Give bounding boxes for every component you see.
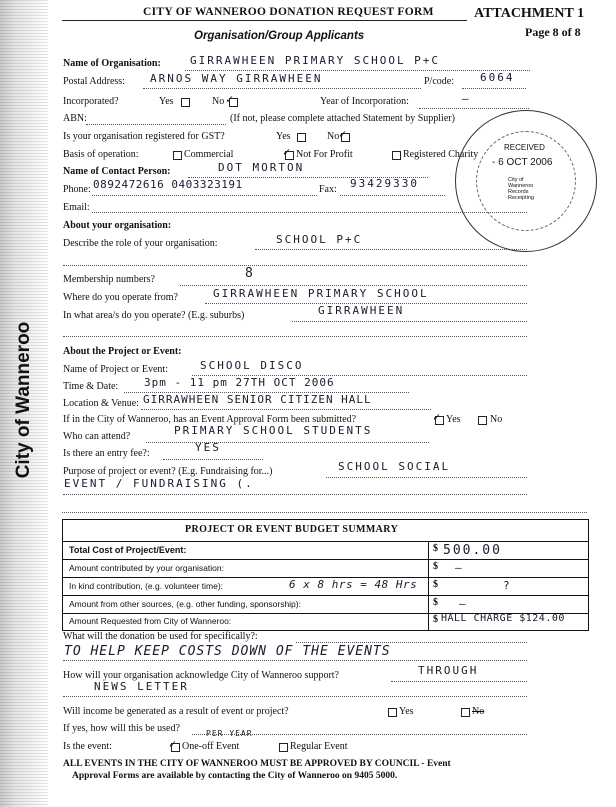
budget-contributed-currency: $: [433, 561, 438, 572]
basis-charity-checkbox[interactable]: [392, 151, 401, 160]
event-name-value[interactable]: SCHOOL DISCO: [200, 359, 304, 372]
budget-inkind-currency: $: [433, 579, 438, 590]
contact-label: Name of Contact Person:: [63, 166, 171, 177]
purpose-value-line2[interactable]: EVENT / FUNDRAISING (.: [64, 477, 254, 490]
address-value[interactable]: ARNOS WAY GIRRAWHEEN: [150, 72, 323, 85]
purpose-value-line1[interactable]: SCHOOL SOCIAL: [338, 460, 451, 473]
role-label: Describe the role of your organisation:: [63, 238, 218, 249]
donation-use-value[interactable]: TO HELP KEEP COSTS DOWN OF THE EVENTS: [64, 644, 391, 659]
role-line-2: [63, 265, 527, 266]
area-line-2: [63, 336, 527, 337]
income-no-label: No: [472, 706, 485, 717]
incorporated-no-label: No: [212, 96, 225, 107]
used-label: If yes, how will this be used?: [63, 723, 180, 734]
abn-line: [86, 124, 226, 125]
acknowledge-label: How will your organisation acknowledge City of Wanneroo support?: [63, 670, 339, 681]
footer-line-2: Approval Forms are available by contacting the City of Wanneroo on 9405 5000.: [72, 771, 398, 781]
oneoff-check-mark: ✓: [169, 737, 179, 751]
area-value[interactable]: GIRRAWHEEN: [318, 304, 405, 317]
acknowledge-line: [391, 681, 527, 682]
budget-other-currency: $: [433, 597, 438, 608]
gst-label: Is your organisation registered for GST?: [63, 131, 225, 142]
phone-label: Phone:: [63, 184, 91, 195]
stamp-received-text: RECEIVED: [504, 143, 545, 152]
org-name-value[interactable]: GIRRAWHEEN PRIMARY SCHOOL P+C: [190, 54, 441, 67]
income-no-checkbox[interactable]: [461, 708, 470, 717]
acknowledge-line-2: [63, 696, 527, 697]
basis-nfp-check-mark: ✓: [283, 145, 293, 159]
title-rule: [62, 20, 467, 21]
pcode-label: P/code:: [424, 76, 454, 87]
basis-commercial-checkbox[interactable]: [173, 151, 182, 160]
regular-event-checkbox[interactable]: [279, 743, 288, 752]
approval-yes-check-mark: ✓: [433, 410, 443, 424]
purpose-line: [326, 477, 527, 478]
fax-value[interactable]: 93429330: [350, 177, 419, 190]
role-line: [255, 249, 527, 250]
stamp-dept: City of Wanneroo Records Receipting: [508, 177, 534, 201]
attend-line: [146, 442, 429, 443]
email-label: Email:: [63, 202, 90, 213]
org-name-label: Name of Organisation:: [63, 58, 161, 69]
where-value[interactable]: GIRRAWHEEN PRIMARY SCHOOL: [213, 287, 429, 300]
time-label: Time & Date:: [63, 381, 119, 392]
event-name-label: Name of Project or Event:: [63, 364, 168, 375]
pcode-value[interactable]: 6064: [480, 71, 515, 84]
about-org-heading: About your organisation:: [63, 220, 172, 231]
income-label: Will income be generated as a result of event or project?: [63, 706, 289, 717]
income-yes-checkbox[interactable]: [388, 708, 397, 717]
membership-label: Membership numbers?: [63, 274, 155, 285]
area-line: [292, 321, 527, 322]
incorporated-yes-label: Yes: [159, 96, 174, 107]
budget-inkind-amount[interactable]: ?: [503, 579, 512, 592]
approval-no-label: No: [490, 414, 503, 425]
sidebar-city-label: City of Wanneroo: [13, 321, 34, 479]
budget-row-contributed: [63, 560, 588, 578]
budget-table: [62, 519, 589, 631]
pcode-line: [462, 88, 526, 89]
incorporated-label: Incorporated?: [63, 96, 119, 107]
abn-label: ABN:: [63, 113, 87, 124]
org-name-line: [185, 70, 530, 71]
acknowledge-value-line2[interactable]: NEWS LETTER: [94, 680, 189, 693]
acknowledge-value-line1[interactable]: THROUGH: [418, 664, 479, 677]
address-line: [143, 88, 421, 89]
received-stamp: [455, 110, 597, 252]
regular-event-label: Regular Event: [290, 741, 348, 752]
budget-requested-amount[interactable]: HALL CHARGE $124.00: [441, 613, 565, 624]
budget-inkind-label: In kind contribution, (e.g. volunteer time):: [69, 581, 224, 591]
budget-total-amount[interactable]: 500.00: [443, 543, 502, 558]
budget-heading: PROJECT OR EVENT BUDGET SUMMARY: [185, 524, 399, 535]
budget-requested-currency: $: [433, 614, 438, 625]
area-label: In what area/s do you operate? (E.g. suburbs): [63, 310, 245, 321]
location-value[interactable]: GIRRAWHEEN SENIOR CITIZEN HALL: [143, 393, 372, 406]
donation-use-line-2: [63, 660, 527, 661]
sidebar-band: [0, 0, 48, 807]
location-label: Location & Venue:: [63, 398, 139, 409]
attend-value[interactable]: PRIMARY SCHOOL STUDENTS: [174, 424, 373, 437]
attachment-label: ATTACHMENT 1: [474, 6, 585, 21]
budget-other-label: Amount from other sources, (e.g. other funding, sponsorship):: [69, 599, 301, 609]
budget-total-currency: $: [433, 543, 438, 554]
incorporated-no-check-mark: ✓: [226, 92, 236, 106]
where-label: Where do you operate from?: [63, 292, 178, 303]
budget-total-label: Total Cost of Project/Event:: [69, 545, 187, 555]
membership-line: [180, 285, 527, 286]
role-value[interactable]: SCHOOL P+C: [276, 233, 363, 246]
abn-note: (If not, please complete attached Statement by Supplier): [230, 113, 455, 124]
year-incorporation-value[interactable]: –: [462, 92, 471, 105]
form-subtitle: Organisation/Group Applicants: [194, 30, 365, 42]
budget-inkind-note[interactable]: 6 x 8 hrs = 48 Hrs: [289, 578, 418, 591]
budget-row-total: [63, 542, 588, 560]
year-incorporation-label: Year of Incorporation:: [320, 96, 409, 107]
budget-row-inkind: [63, 578, 588, 596]
budget-contributed-label: Amount contributed by your organisation:: [69, 563, 224, 573]
approval-no-checkbox[interactable]: [478, 416, 487, 425]
fee-line: [163, 459, 263, 460]
donation-use-line: [296, 642, 527, 643]
budget-header-row: [63, 520, 588, 542]
about-project-heading: About the Project or Event:: [63, 346, 182, 357]
time-value[interactable]: 3pm - 11 pm 27TH OCT 2006: [144, 376, 335, 389]
purpose-line-2: [63, 494, 527, 495]
income-yes-label: Yes: [399, 706, 414, 717]
phone-value[interactable]: 0892472616 0403323191: [93, 178, 243, 191]
attend-label: Who can attend?: [63, 431, 131, 442]
budget-top-rule: [62, 512, 587, 513]
basis-charity-label: Registered Charity: [403, 149, 479, 160]
basis-commercial-label: Commercial: [184, 149, 234, 160]
membership-value[interactable]: 8: [245, 266, 255, 281]
basis-nfp-label: Not For Profit: [296, 149, 353, 160]
address-label: Postal Address:: [63, 76, 125, 87]
location-line: [141, 409, 431, 410]
gst-yes-checkbox[interactable]: [297, 133, 306, 142]
page-number: Page 8 of 8: [525, 25, 581, 39]
gst-yes-label: Yes: [276, 131, 291, 142]
stamp-date: - 6 OCT 2006: [492, 157, 553, 168]
budget-row-other: [63, 596, 588, 614]
gst-no-label: No: [327, 131, 340, 142]
year-line: [419, 108, 529, 109]
approval-yes-label: Yes: [446, 414, 461, 425]
contact-value[interactable]: DOT MORTON: [218, 161, 305, 174]
budget-contributed-amount[interactable]: —: [455, 561, 464, 574]
basis-label: Basis of operation:: [63, 149, 139, 160]
per-year-note: PER YEAR: [206, 729, 253, 738]
donation-use-label: What will the donation be used for specifically?:: [63, 631, 258, 642]
budget-requested-label: Amount Requested from City of Wanneroo:: [69, 616, 232, 626]
budget-row-requested: [63, 614, 588, 629]
purpose-label: Purpose of project or event? (E.g. Fundraising for...): [63, 466, 273, 477]
fax-line: [340, 195, 445, 196]
oneoff-event-label: One-off Event: [182, 741, 240, 752]
fee-label: Is there an entry fee?:: [63, 448, 150, 459]
form-title: CITY OF WANNEROO DONATION REQUEST FORM: [143, 6, 434, 18]
incorporated-yes-checkbox[interactable]: [181, 98, 190, 107]
gst-no-check-mark: ✓: [339, 127, 349, 141]
budget-other-amount[interactable]: —: [459, 597, 468, 610]
fee-value[interactable]: YES: [195, 441, 221, 454]
approval-label: If in the City of Wanneroo, has an Event Approval Form been submitted?: [63, 414, 357, 425]
footer-line-1: ALL EVENTS IN THE CITY OF WANNEROO MUST BE APPROVED BY COUNCIL - Event: [63, 759, 451, 769]
event-type-label: Is the event:: [63, 741, 112, 752]
phone-line: [92, 195, 317, 196]
fax-label: Fax:: [319, 184, 337, 195]
